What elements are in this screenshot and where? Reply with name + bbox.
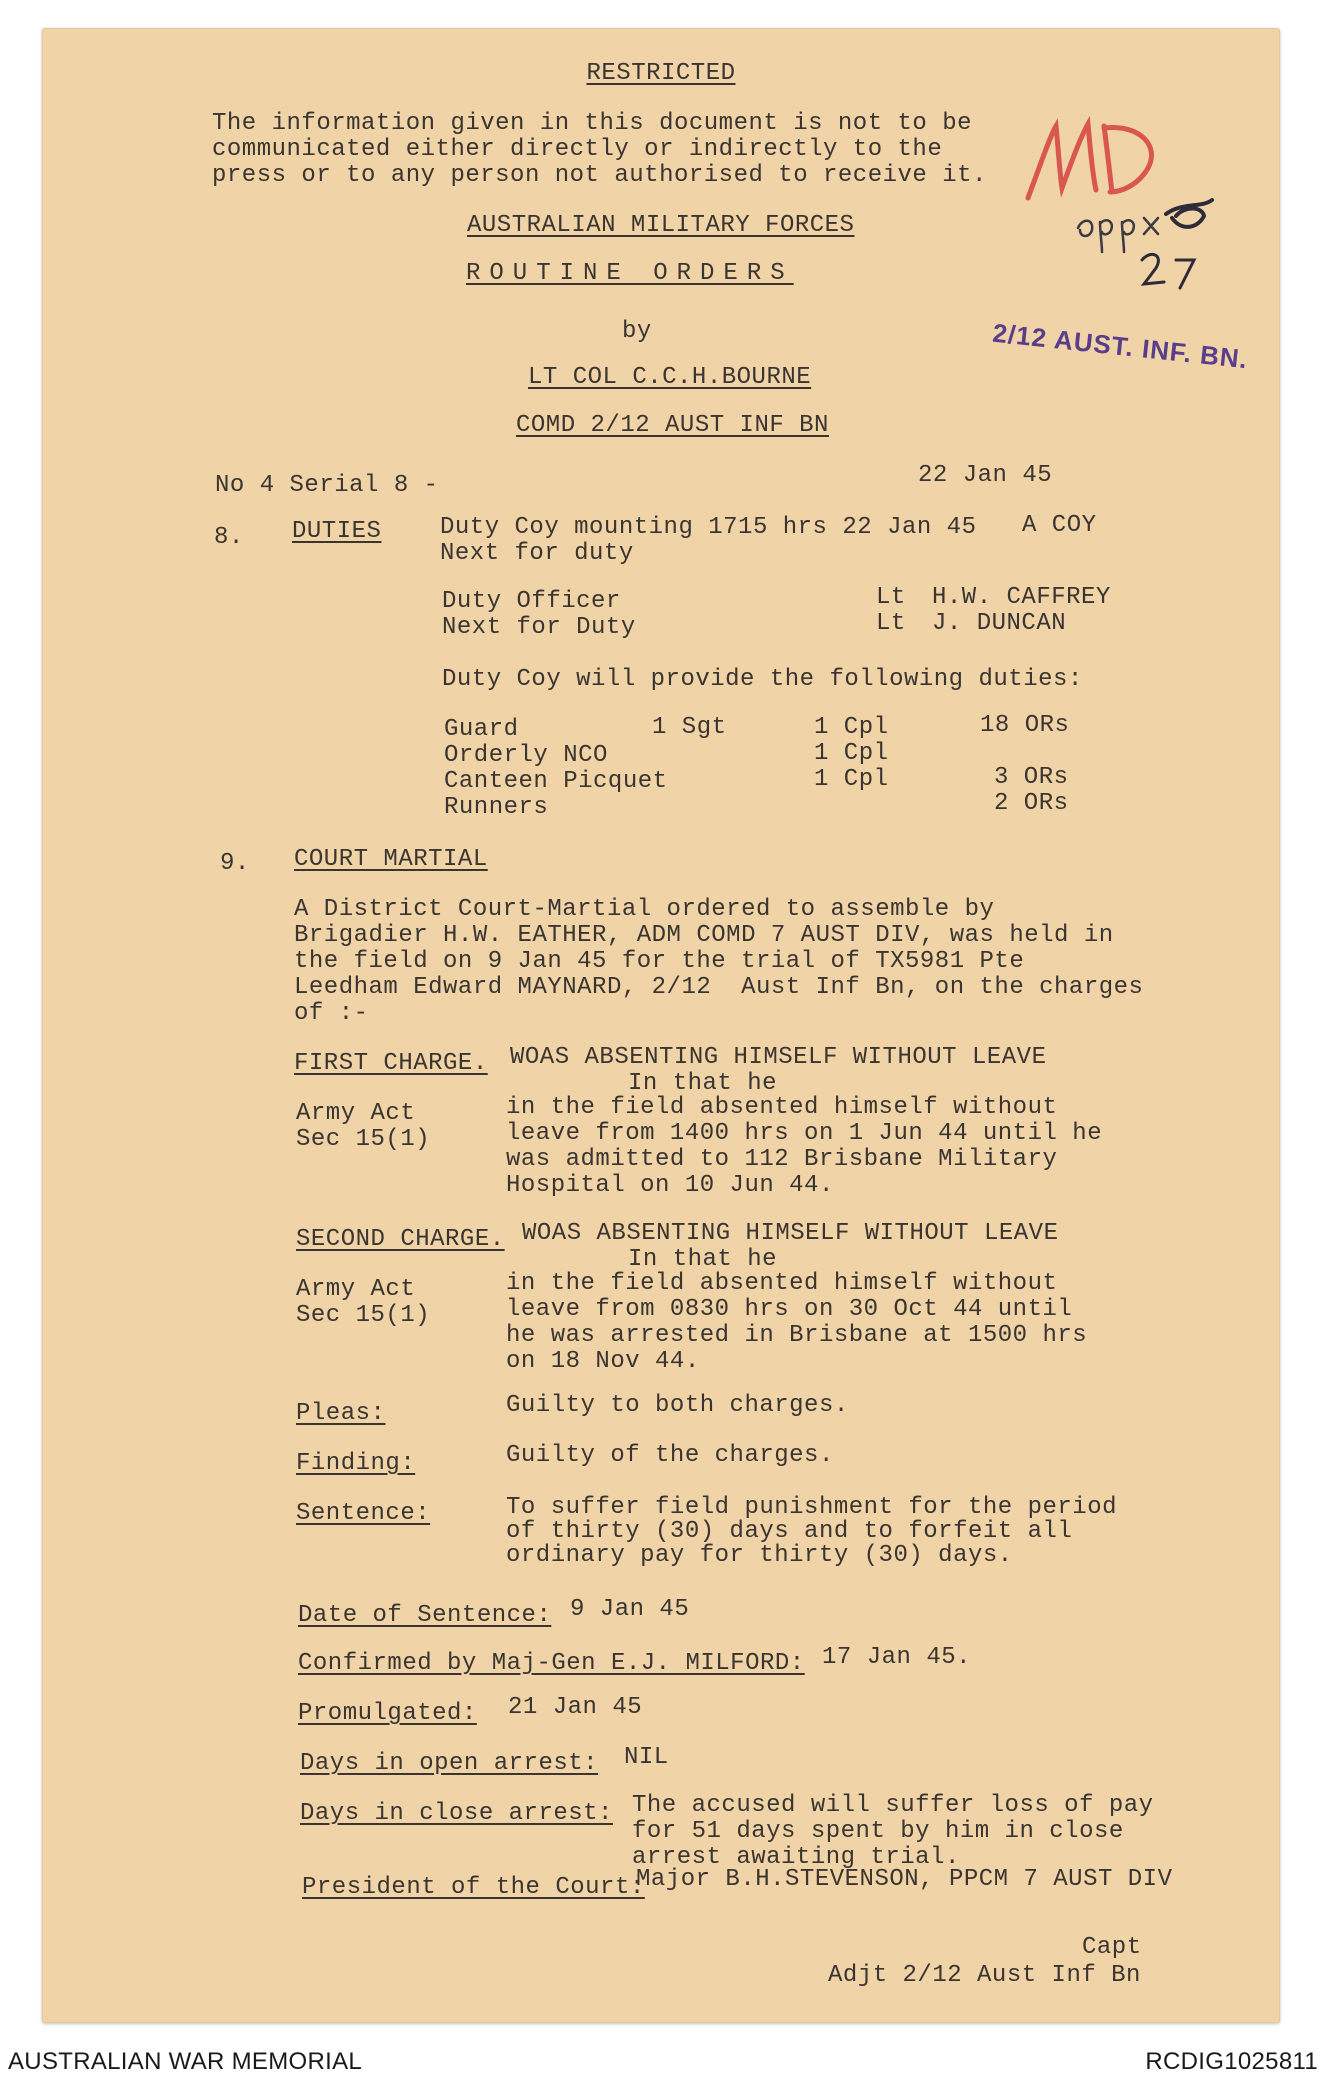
promulgated-date: 21 Jan 45 xyxy=(508,1694,643,1721)
duty-coy-value: A COY xyxy=(1022,512,1097,539)
signature-rank: Capt xyxy=(1082,1934,1142,1961)
open-arrest-value: NIL xyxy=(624,1744,669,1771)
footer-record-id: RCDIG1025811 xyxy=(1145,2048,1318,2075)
second-charge-part-1: in the field absented himself without xyxy=(506,1270,1058,1297)
second-charge-offence: WOAS ABSENTING HIMSELF WITHOUT LEAVE xyxy=(522,1220,1059,1247)
second-charge-act: Army Act xyxy=(296,1276,416,1303)
classification: RESTRICTED xyxy=(586,60,736,87)
president-label: President of the Court: xyxy=(302,1874,645,1901)
org-title: AUSTRALIAN MILITARY FORCES xyxy=(467,212,855,239)
duty-canteen-ors: 3 ORs xyxy=(994,764,1069,791)
second-charge-in-that: In that he xyxy=(628,1246,778,1273)
intro-line-1: A District Court-Martial ordered to assemble by xyxy=(294,896,995,923)
first-charge-sec: Sec 15(1) xyxy=(296,1126,431,1153)
signature-appointment: Adjt 2/12 Aust Inf Bn xyxy=(828,1962,1141,1989)
next-officer-name: J. DUNCAN xyxy=(932,610,1067,637)
confirmed-date: 17 Jan 45. xyxy=(822,1644,972,1671)
pleas-label: Pleas: xyxy=(296,1400,386,1427)
second-charge-title: SECOND CHARGE. xyxy=(296,1226,505,1253)
duty-guard-ors: 18 ORs xyxy=(980,712,1070,739)
duty-officer-label: Duty Officer xyxy=(442,588,621,615)
duty-coy-line: Duty Coy mounting 1715 hrs 22 Jan 45 xyxy=(440,514,977,541)
notice-line-1: The information given in this document is not to be xyxy=(212,110,973,137)
confirmed-label: Confirmed by Maj-Gen E.J. MILFORD: xyxy=(298,1650,805,1677)
intro-line-2: Brigadier H.W. EATHER, ADM COMD 7 AUST DIV, was held in xyxy=(294,922,1114,949)
duty-officer-rank: Lt xyxy=(876,584,906,611)
duties-title: DUTIES xyxy=(292,518,382,545)
intro-line-3: the field on 9 Jan 45 for the trial of TX5981 Pte xyxy=(294,948,1025,975)
order-number: No 4 Serial 8 - xyxy=(215,472,439,499)
duties-provide: Duty Coy will provide the following duties: xyxy=(442,666,1083,693)
duty-canteen-cpl: 1 Cpl xyxy=(814,766,889,793)
document-page xyxy=(42,28,1280,2023)
sentence-line-3: ordinary pay for thirty (30) days. xyxy=(506,1542,1013,1569)
duty-officer-name: H.W. CAFFREY xyxy=(932,584,1111,611)
order-date: 22 Jan 45 xyxy=(918,462,1053,489)
unit-stamp: 2/12 AUST. INF. BN. xyxy=(991,317,1250,375)
court-martial-number: 9. xyxy=(220,850,250,877)
second-charge-part-2: leave from 0830 hrs on 30 Oct 44 until xyxy=(506,1296,1073,1323)
footer-institution: AUSTRALIAN WAR MEMORIAL xyxy=(8,2048,363,2075)
close-arrest-line-1: The accused will suffer loss of pay xyxy=(632,1792,1154,1819)
duty-guard-cpl: 1 Cpl xyxy=(814,714,889,741)
duty-runners: Runners xyxy=(444,794,549,821)
next-duty-line: Next for duty xyxy=(440,540,634,567)
president-value: Major B.H.STEVENSON, PPCM 7 AUST DIV xyxy=(636,1866,1173,1893)
intro-line-4: Leedham Edward MAYNARD, 2/12 Aust Inf Bn, on the charges xyxy=(294,974,1144,1001)
court-martial-title: COURT MARTIAL xyxy=(294,846,488,873)
close-arrest-line-3: arrest awaiting trial. xyxy=(632,1844,960,1871)
duty-runners-ors: 2 ORs xyxy=(994,790,1069,817)
duty-guard-sgt: 1 Sgt xyxy=(652,714,727,741)
second-charge-part-4: on 18 Nov 44. xyxy=(506,1348,700,1375)
second-charge-sec: Sec 15(1) xyxy=(296,1302,431,1329)
intro-line-5: of :- xyxy=(294,1000,369,1027)
next-officer-rank: Lt xyxy=(876,610,906,637)
commander: LT COL C.C.H.BOURNE xyxy=(528,364,812,391)
sentence-line-1: To suffer field punishment for the period xyxy=(506,1494,1117,1521)
close-arrest-line-2: for 51 days spent by him in close xyxy=(632,1818,1124,1845)
first-charge-part-4: Hospital on 10 Jun 44. xyxy=(506,1172,834,1199)
open-arrest-label: Days in open arrest: xyxy=(300,1750,599,1777)
duty-guard: Guard xyxy=(444,716,519,743)
finding-value: Guilty of the charges. xyxy=(506,1442,834,1469)
command: COMD 2/12 AUST INF BN xyxy=(516,412,829,439)
first-charge-part-1: in the field absented himself without xyxy=(506,1094,1058,1121)
first-charge-offence: WOAS ABSENTING HIMSELF WITHOUT LEAVE xyxy=(510,1044,1047,1071)
sentence-date-label: Date of Sentence: xyxy=(298,1602,552,1629)
sentence-date: 9 Jan 45 xyxy=(570,1596,690,1623)
first-charge-title: FIRST CHARGE. xyxy=(294,1050,488,1077)
pleas-value: Guilty to both charges. xyxy=(506,1392,849,1419)
sentence-label: Sentence: xyxy=(296,1500,431,1527)
duty-orderly: Orderly NCO xyxy=(444,742,608,769)
first-charge-part-3: was admitted to 112 Brisbane Military xyxy=(506,1146,1058,1173)
sentence-line-2: of thirty (30) days and to forfeit all xyxy=(506,1518,1073,1545)
first-charge-in-that: In that he xyxy=(628,1070,778,1097)
duty-canteen: Canteen Picquet xyxy=(444,768,668,795)
duty-orderly-cpl: 1 Cpl xyxy=(814,740,889,767)
second-charge-part-3: he was arrested in Brisbane at 1500 hrs xyxy=(506,1322,1088,1349)
next-officer-label: Next for Duty xyxy=(442,614,636,641)
notice-line-2: communicated either directly or indirectly to the xyxy=(212,136,943,163)
doc-type-title: ROUTINE ORDERS xyxy=(466,260,794,287)
by-text: by xyxy=(622,318,652,345)
duties-number: 8. xyxy=(214,524,244,551)
promulgated-label: Promulgated: xyxy=(298,1700,477,1727)
first-charge-part-2: leave from 1400 hrs on 1 Jun 44 until he xyxy=(506,1120,1103,1147)
finding-label: Finding: xyxy=(296,1450,416,1477)
first-charge-act: Army Act xyxy=(296,1100,416,1127)
notice-line-3: press or to any person not authorised to receive it. xyxy=(212,162,987,189)
close-arrest-label: Days in close arrest: xyxy=(300,1800,613,1827)
handwritten-ref xyxy=(1072,188,1232,298)
